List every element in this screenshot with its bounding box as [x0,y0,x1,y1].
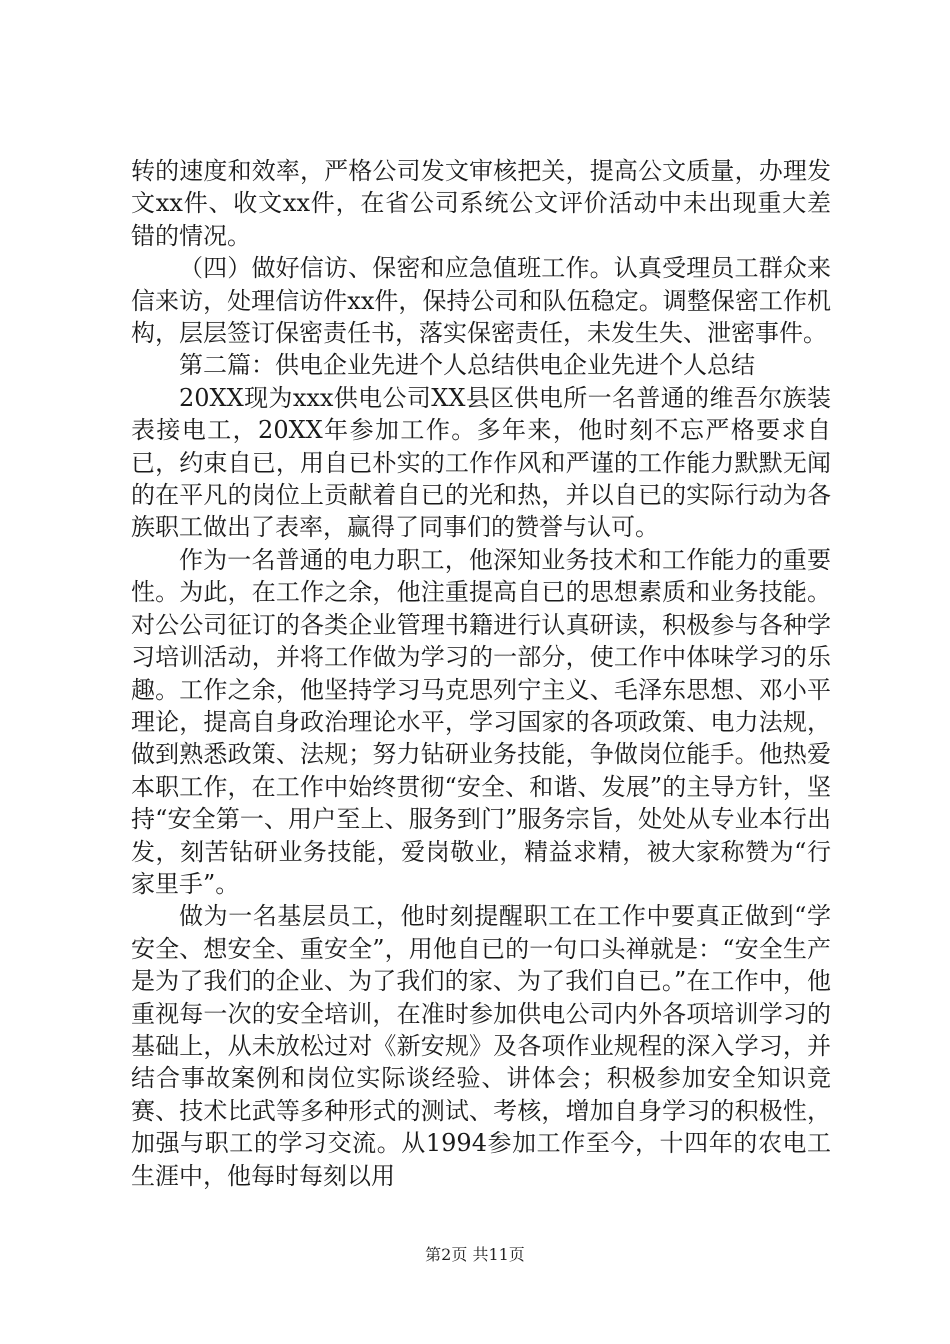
document-body [131,155,831,1192]
paragraph-petitions: （四）做好信访、保密和应急值班工作。认真受理员工群众来信来访，处理信访件xx件，保持公司和队伍稳定。调整保密工作机构，层层签订保密责任书，落实保密责任，未发生失、泄密事件。 [131,254,831,348]
paragraph-intro: 20XX现为xxx供电公司XX县区供电所一名普通的维吾尔族装表接电工，20XX年参加工作。多年来，他时刻不忘严格要求自已，约束自已，用自已朴实的工作作风和严谨的工作能力默默无闻的在平凡的岗位上贡献着自已的光和热，并以自已的实际行动为各族职工做出了表率，赢得了同事们的赞誉与认可。 [131,383,831,542]
section-heading: 第二篇：供电企业先进个人总结供电企业先进个人总结 [179,351,755,380]
paragraph-study: 作为一名普通的电力职工，他深知业务技术和工作能力的重要性。为此，在工作之余，他注重提高自已的思想素质和业务技能。对公公司征订的各类企业管理书籍进行认真研读，积极参与各种学习培训活动，并将工作做为学习的一部分，使工作中体味学习的乐趣。工作之余，他坚持学习马克思列宁主义、毛泽东思想、邓小平理论，提高自身政治理论水平，学习国家的各项政策、电力法规，做到熟悉政策、法规；努力钻研业务技能，争做岗位能手。他热爱本职工作，在工作中始终贯彻“安全、和谐、发展”的主导方针，坚持“安全第一、用户至上、服务到门”服务宗旨，处处从专业本行出发，刻苦钻研业务技能，爱岗敬业，精益求精，被大家称赞为“行家里手”。 [131,545,831,898]
paragraph-safety: 做为一名基层员工，他时刻提醒职工在工作中要真正做到“学安全、想安全、重安全”，用他自已的一句口头禅就是：“安全生产是为了我们的企业、为了我们的家、为了我们自已。”在工作中，他重视每一次的安全培训，在准时参加供电公司内外各项培训学习的基础上，从未放松过对《新安规》及各项作业规程的深入学习，并结合事故案例和岗位实际谈经验、讲体会；积极参加安全知识竞赛、技术比武等多种形式的测试、考核，增加自身学习的积极性，加强与职工的学习交流。从1994参加工作至今，十四年的农电工生涯中，他每时每刻以用 [131,902,831,1190]
page-number: 第2页 共11页 [425,1245,525,1264]
paragraph-continuation: 转的速度和效率，严格公司发文审核把关，提高公文质量，办理发文xx件、收文xx件，在省公司系统公文评价活动中未出现重大差错的情况。 [131,157,831,250]
